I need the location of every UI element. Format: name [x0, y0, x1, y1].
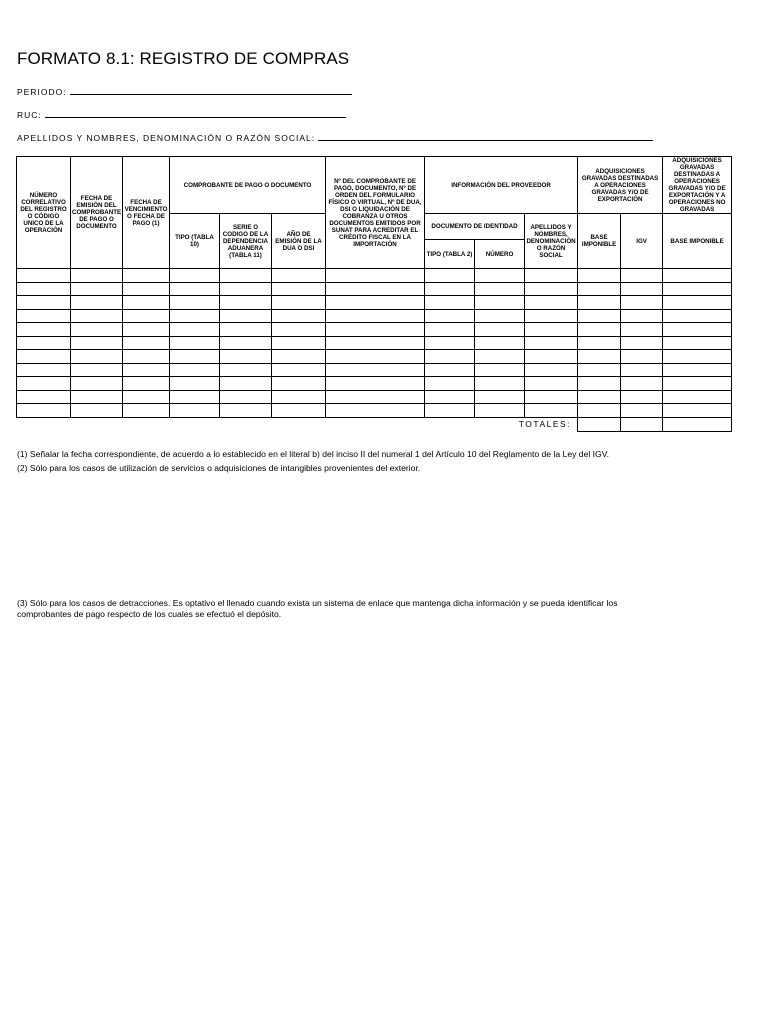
- table-cell[interactable]: [663, 269, 732, 283]
- table-cell[interactable]: [170, 309, 220, 323]
- table-row: [17, 336, 732, 350]
- table-cell[interactable]: [425, 377, 475, 391]
- table-cell[interactable]: [525, 309, 578, 323]
- table-cell[interactable]: [326, 296, 425, 310]
- table-cell[interactable]: [170, 404, 220, 418]
- table-cell[interactable]: [123, 269, 170, 283]
- periodo-field: [17, 86, 352, 97]
- table-cell[interactable]: [123, 363, 170, 377]
- table-cell[interactable]: [621, 363, 663, 377]
- table-cell[interactable]: [425, 269, 475, 283]
- table-cell[interactable]: [220, 269, 272, 283]
- table-cell[interactable]: [525, 269, 578, 283]
- table-cell[interactable]: [272, 390, 326, 404]
- table-cell[interactable]: [425, 323, 475, 337]
- table-cell[interactable]: [475, 377, 525, 391]
- table-row: [17, 404, 732, 418]
- table-cell[interactable]: [123, 404, 170, 418]
- table-cell[interactable]: [475, 323, 525, 337]
- periodo-label: PERIODO:: [17, 87, 67, 97]
- note-2: (2) Sólo para los casos de utilización de servicios o adquisiciones de intangibles provenientes del exterior.: [17, 463, 421, 473]
- table-cell[interactable]: [425, 350, 475, 364]
- header-tipo-tabla10: TIPO (TABLA 10): [170, 214, 220, 269]
- table-cell[interactable]: [272, 377, 326, 391]
- table-cell[interactable]: [326, 336, 425, 350]
- table-cell[interactable]: [326, 282, 425, 296]
- header-comprobante-group: COMPROBANTE DE PAGO O DOCUMENTO: [170, 157, 326, 214]
- table-cell[interactable]: [475, 350, 525, 364]
- table-cell[interactable]: [663, 282, 732, 296]
- table-cell[interactable]: [272, 323, 326, 337]
- periodo-input-line[interactable]: [70, 86, 352, 95]
- table-cell[interactable]: [17, 296, 71, 310]
- table-cell[interactable]: [220, 390, 272, 404]
- totales-label: TOTALES:: [518, 418, 572, 429]
- table-cell[interactable]: [326, 269, 425, 283]
- table-cell[interactable]: [17, 350, 71, 364]
- table-cell[interactable]: [170, 282, 220, 296]
- table-cell[interactable]: [170, 336, 220, 350]
- table-cell[interactable]: [663, 377, 732, 391]
- registro-compras-table: [16, 156, 732, 432]
- table-cell[interactable]: [475, 269, 525, 283]
- table-cell[interactable]: [170, 390, 220, 404]
- header-base-imponible: BASE IMPONIBLE: [578, 214, 621, 269]
- table-cell[interactable]: [663, 309, 732, 323]
- table-cell[interactable]: [663, 390, 732, 404]
- header-proveedor-group: INFORMACIÓN DEL PROVEEDOR: [425, 157, 578, 214]
- table-cell[interactable]: [123, 350, 170, 364]
- header-numero-comprobante: Nº DEL COMPROBANTE DE PAGO, DOCUMENTO, Nº DE ORDEN DEL FORMULARIO FÍSICO O VIRTUAL, Nº DE DUA, DSI O LIQUIDACIÓN DE COBRANZA U OTROS DOCUMENTOS EMITIDOS POR SUNAT PARA ACREDITAR EL CRÉDITO FISCAL EN LA IMPORTACIÓN: [326, 157, 425, 269]
- table-row: [17, 363, 732, 377]
- table-cell[interactable]: [425, 296, 475, 310]
- table-cell[interactable]: [170, 269, 220, 283]
- table-cell[interactable]: [525, 336, 578, 350]
- table-cell[interactable]: [525, 282, 578, 296]
- table-row: [17, 377, 732, 391]
- table-cell[interactable]: [475, 363, 525, 377]
- table-cell[interactable]: [425, 390, 475, 404]
- note-1: (1) Señalar la fecha correspondiente, de acuerdo a lo establecido en el literal b) del inciso II del numeral 1 del Artículo 10 del Reglamento de la Ley del IGV.: [17, 449, 610, 459]
- table-cell[interactable]: [578, 390, 621, 404]
- table-cell[interactable]: [272, 282, 326, 296]
- table-cell[interactable]: [326, 350, 425, 364]
- table-cell[interactable]: [326, 363, 425, 377]
- ruc-label: RUC:: [17, 110, 42, 120]
- table-row: [17, 350, 732, 364]
- table-cell[interactable]: [17, 282, 71, 296]
- table-cell[interactable]: [170, 363, 220, 377]
- table-row: [17, 323, 732, 337]
- table-cell[interactable]: [71, 296, 123, 310]
- table-cell[interactable]: [220, 350, 272, 364]
- table-cell[interactable]: [17, 390, 71, 404]
- razon-social-field: [17, 132, 653, 143]
- table-cell[interactable]: [71, 309, 123, 323]
- table-cell[interactable]: [220, 323, 272, 337]
- page-title: FORMATO 8.1: REGISTRO DE COMPRAS: [17, 49, 350, 68]
- table-row: [17, 296, 732, 310]
- table-cell[interactable]: [71, 363, 123, 377]
- table-cell[interactable]: [17, 309, 71, 323]
- header-numero-documento: NÚMERO: [475, 240, 525, 269]
- header-tipo-tabla2: TIPO (TABLA 2): [425, 240, 475, 269]
- table-cell[interactable]: [578, 323, 621, 337]
- totales-row: [17, 417, 732, 431]
- header-fecha-emision: FECHA DE EMISIÓN DEL COMPROBANTE DE PAGO O DOCUMENTO: [71, 157, 123, 269]
- table-cell[interactable]: [326, 404, 425, 418]
- table-cell[interactable]: [71, 404, 123, 418]
- header-documento-identidad: DOCUMENTO DE IDENTIDAD: [425, 214, 525, 240]
- registro-table-container: [16, 156, 726, 435]
- table-cell[interactable]: [17, 269, 71, 283]
- table-cell[interactable]: [17, 377, 71, 391]
- table-cell[interactable]: [475, 309, 525, 323]
- table-cell[interactable]: [425, 363, 475, 377]
- table-cell[interactable]: [663, 350, 732, 364]
- table-cell[interactable]: [170, 377, 220, 391]
- header-adquisiciones-mixtas: ADQUISICIONES GRAVADAS DESTINADAS A OPERACIONES GRAVADAS Y/O DE EXPORTACIÓN Y A OPERACIONES NO GRAVADAS: [663, 157, 732, 214]
- table-cell[interactable]: [425, 336, 475, 350]
- table-cell[interactable]: [525, 296, 578, 310]
- table-cell[interactable]: [475, 296, 525, 310]
- table-cell[interactable]: [220, 404, 272, 418]
- table-cell[interactable]: [71, 323, 123, 337]
- header-base-imponible-2: BASE IMPONIBLE: [663, 214, 732, 269]
- table-cell[interactable]: [663, 363, 732, 377]
- table-cell[interactable]: [525, 390, 578, 404]
- header-adquisiciones-exportacion: ADQUISICIONES GRAVADAS DESTINADAS A OPERACIONES GRAVADAS Y/O DE EXPORTACIÓN: [578, 157, 663, 214]
- total-igv[interactable]: [621, 417, 663, 431]
- ruc-input-line[interactable]: [45, 109, 346, 118]
- table-cell[interactable]: [71, 350, 123, 364]
- header-anio-emision: AÑO DE EMISIÓN DE LA DUA O DSI: [272, 214, 326, 269]
- table-cell[interactable]: [272, 269, 326, 283]
- table-cell[interactable]: [578, 350, 621, 364]
- table-cell[interactable]: [272, 336, 326, 350]
- table-cell[interactable]: [663, 336, 732, 350]
- table-cell[interactable]: [578, 309, 621, 323]
- table-cell[interactable]: [17, 323, 71, 337]
- table-cell[interactable]: [621, 269, 663, 283]
- table-cell[interactable]: [17, 336, 71, 350]
- table-cell[interactable]: [525, 323, 578, 337]
- total-base-imponible-2[interactable]: [663, 417, 732, 431]
- table-cell[interactable]: [71, 282, 123, 296]
- table-cell[interactable]: [71, 269, 123, 283]
- table-cell[interactable]: [123, 282, 170, 296]
- table-cell[interactable]: [272, 404, 326, 418]
- table-cell[interactable]: [525, 404, 578, 418]
- table-cell[interactable]: [326, 309, 425, 323]
- table-cell[interactable]: [475, 282, 525, 296]
- table-cell[interactable]: [663, 404, 732, 418]
- table-cell[interactable]: [621, 282, 663, 296]
- table-cell[interactable]: [220, 336, 272, 350]
- table-cell[interactable]: [578, 363, 621, 377]
- header-igv: IGV: [621, 214, 663, 269]
- ruc-field: [17, 109, 346, 120]
- table-cell[interactable]: [220, 309, 272, 323]
- header-fecha-vencimiento: FECHA DE VENCIMIENTO O FECHA DE PAGO (1): [123, 157, 170, 269]
- table-cell[interactable]: [621, 377, 663, 391]
- table-cell[interactable]: [621, 336, 663, 350]
- razon-social-label: APELLIDOS Y NOMBRES, DENOMINACIÓN O RAZÓN SOCIAL:: [17, 133, 316, 143]
- table-cell[interactable]: [17, 363, 71, 377]
- table-cell[interactable]: [272, 296, 326, 310]
- table-cell[interactable]: [621, 404, 663, 418]
- table-cell[interactable]: [17, 404, 71, 418]
- table-cell[interactable]: [425, 404, 475, 418]
- razon-social-input-line[interactable]: [318, 132, 653, 141]
- table-cell[interactable]: [663, 296, 732, 310]
- header-apellidos-nombres: APELLIDOS Y NOMBRES, DENOMINACIÓN O RAZÓN SOCIAL: [525, 214, 578, 269]
- table-cell[interactable]: [326, 390, 425, 404]
- table-cell[interactable]: [170, 296, 220, 310]
- table-row: [17, 390, 732, 404]
- table-cell[interactable]: [578, 269, 621, 283]
- table-cell[interactable]: [578, 282, 621, 296]
- table-cell[interactable]: [220, 282, 272, 296]
- table-cell[interactable]: [272, 363, 326, 377]
- table-cell[interactable]: [578, 296, 621, 310]
- table-cell[interactable]: [621, 390, 663, 404]
- table-cell[interactable]: [578, 404, 621, 418]
- table-cell[interactable]: [220, 363, 272, 377]
- table-cell[interactable]: [123, 390, 170, 404]
- table-cell[interactable]: [71, 377, 123, 391]
- total-base-imponible[interactable]: [578, 417, 621, 431]
- table-row: [17, 269, 732, 283]
- table-cell[interactable]: [123, 296, 170, 310]
- table-cell[interactable]: [621, 323, 663, 337]
- table-cell[interactable]: [326, 323, 425, 337]
- table-cell[interactable]: [578, 336, 621, 350]
- table-cell[interactable]: [170, 350, 220, 364]
- table-cell[interactable]: [123, 377, 170, 391]
- table-cell[interactable]: [272, 309, 326, 323]
- table-cell[interactable]: [425, 309, 475, 323]
- table-cell[interactable]: [525, 350, 578, 364]
- table-cell[interactable]: [123, 336, 170, 350]
- table-cell[interactable]: [123, 309, 170, 323]
- table-cell[interactable]: [170, 323, 220, 337]
- table-cell[interactable]: [525, 363, 578, 377]
- table-cell[interactable]: [71, 390, 123, 404]
- table-cell[interactable]: [621, 296, 663, 310]
- table-cell[interactable]: [525, 377, 578, 391]
- table-cell[interactable]: [220, 377, 272, 391]
- table-cell[interactable]: [425, 282, 475, 296]
- table-cell[interactable]: [475, 390, 525, 404]
- table-cell[interactable]: [71, 336, 123, 350]
- header-serie: SERIE O CODIGO DE LA DEPENDENCIA ADUANERA (TABLA 11): [220, 214, 272, 269]
- table-row: [17, 309, 732, 323]
- table-cell[interactable]: [475, 336, 525, 350]
- table-cell[interactable]: [578, 377, 621, 391]
- table-row: [17, 282, 732, 296]
- table-cell[interactable]: [621, 350, 663, 364]
- table-cell[interactable]: [123, 323, 170, 337]
- note-3: (3) Sólo para los casos de detracciones. Es optativo el llenado cuando exista un sistema de enlace que mantenga dicha información y se pueda identificar los comprobantes de pago respecto de los cuales se efectuó el depósito.: [17, 598, 618, 619]
- header-numero-correlativo: NÚMERO CORRELATIVO DEL REGISTRO O CÓDIGO UNICO DE LA OPERACIÓN: [17, 157, 71, 269]
- table-cell[interactable]: [475, 404, 525, 418]
- table-cell[interactable]: [220, 296, 272, 310]
- table-cell[interactable]: [272, 350, 326, 364]
- table-cell[interactable]: [663, 323, 732, 337]
- table-cell[interactable]: [326, 377, 425, 391]
- table-cell[interactable]: [621, 309, 663, 323]
